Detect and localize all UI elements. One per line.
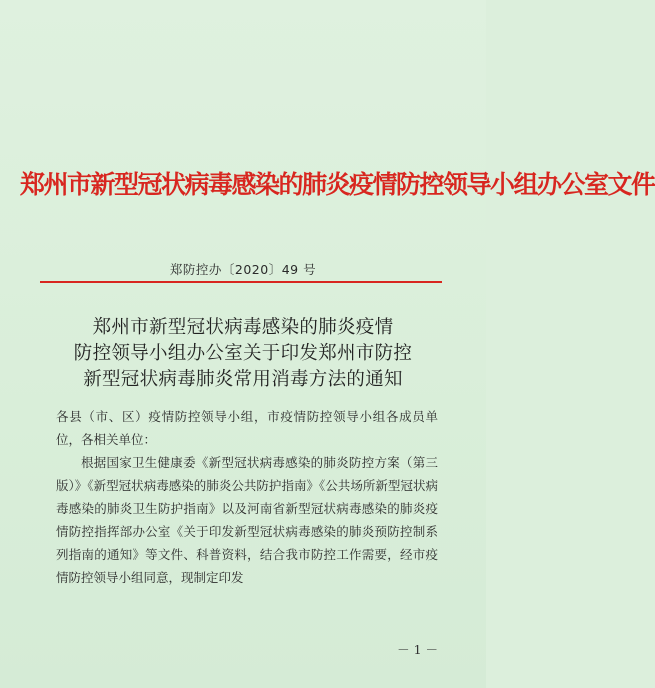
- title-line-3: 新型冠状病毒肺炎常用消毒方法的通知: [83, 369, 403, 390]
- document-number: 郑防控办〔2020〕49 号: [169, 262, 317, 277]
- page-number: － 1 －: [397, 642, 438, 657]
- title-line-2: 防控领导小组办公室关于印发郑州市防控: [73, 343, 413, 364]
- title-line-1: 郑州市新型冠状病毒感染的肺炎疫情: [92, 317, 394, 338]
- salutation: 各县（市、区）疫情防控领导小组，市疫情防控领导小组各成员单位，各相关单位：: [56, 409, 438, 447]
- body-paragraph: 根据国家卫生健康委《新型冠状病毒感染的肺炎防控方案（第三版）》《新型冠状病毒感染的肺炎公共防护指南》《公共场所新型冠状病毒感染的肺炎卫生防护指南》以及河南省新型冠状病毒感染的肺炎疫情防控指挥部办公室《关于印发新型冠状病毒感染的肺炎预防控制系列指南的通知》等文件、科普资料，结合我市防控工作需要，经市疫情防控领导小组同意，现制定印发: [56, 455, 438, 585]
- document-title: [0, 315, 486, 393]
- red-header-title: 郑州市新型冠状病毒感染的肺炎疫情防控领导小组办公室文件: [20, 170, 655, 199]
- document-body: [56, 405, 438, 589]
- red-divider-line: [40, 281, 442, 283]
